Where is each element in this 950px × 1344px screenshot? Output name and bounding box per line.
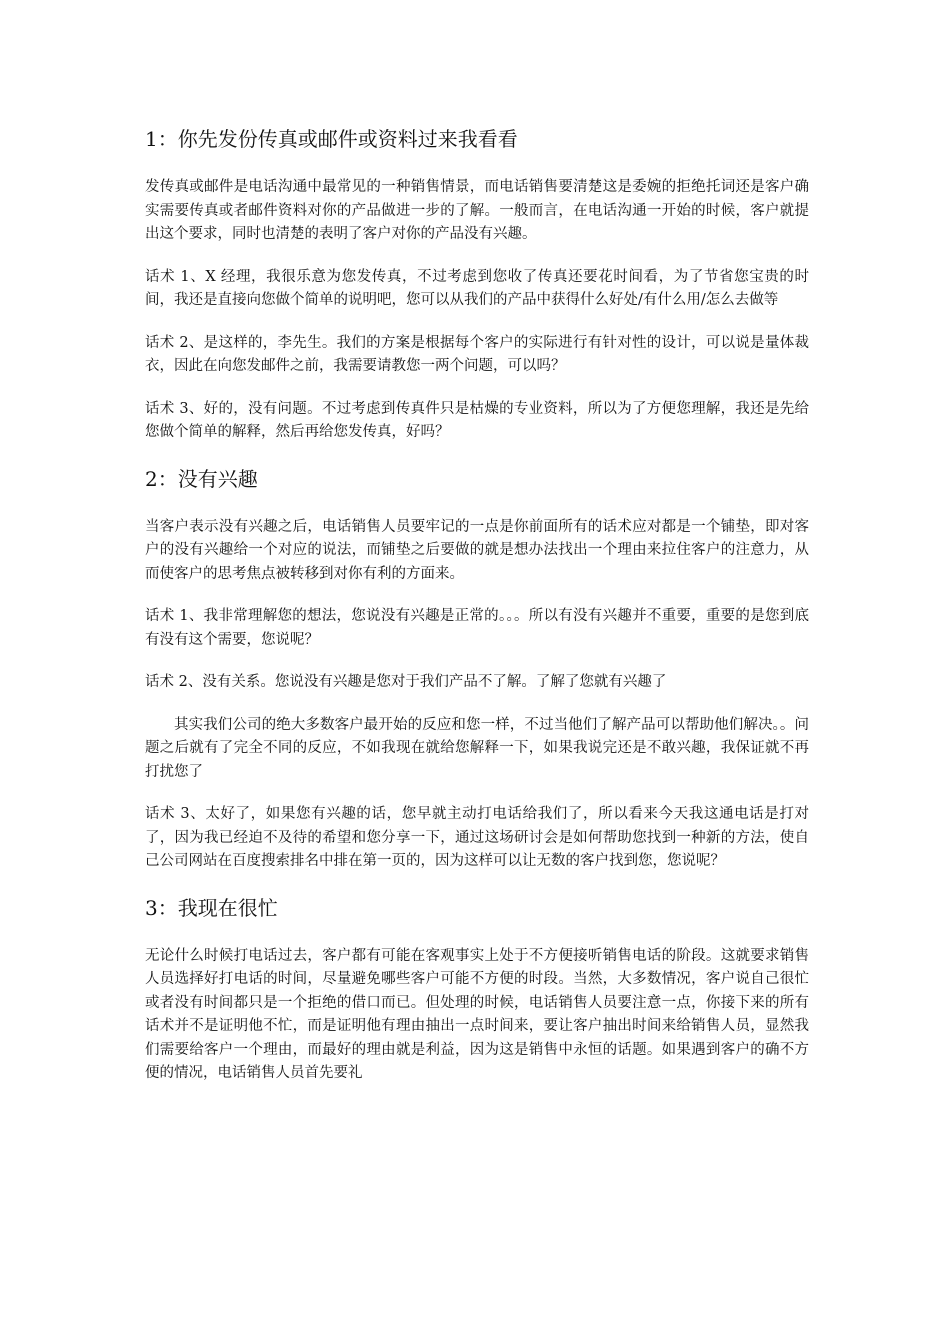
section-heading-3: 3：我现在很忙: [145, 895, 278, 920]
paragraph: 话术 1、我非常理解您的想法，您说没有兴趣是正常的。。。所以有没有兴趣并不重要，重要的是您到底有没有这个需要，您说呢？: [145, 608, 809, 648]
paragraph: 其实我们公司的绝大多数客户最开始的反应和您一样，不过当他们了解产品可以帮助他们解决。。问题之后就有了完全不同的反应，不如我现在就给您解释一下，如果我说完还是不敢兴趣，我保证就不再打扰您了: [145, 716, 809, 780]
paragraph: 发传真或邮件是电话沟通中最常见的一种销售情景，而电话销售要清楚这是委婉的拒绝托词还是客户确实需要传真或者邮件资料对你的产品做进一步的了解。一般而言，在电话沟通一开始的时候，客户就提出这个要求，同时也清楚的表明了客户对你的产品没有兴趣。: [145, 179, 809, 242]
paragraph: 话术 2、是这样的，李先生。我们的方案是根据每个客户的实际进行有针对性的设计，可以说是量体裁衣，因此在向您发邮件之前，我需要请教您一两个问题，可以吗？: [145, 334, 809, 374]
section-heading-1: 1：你先发份传真或邮件或资料过来我看看: [145, 127, 518, 151]
paragraph: 话术 3、太好了，如果您有兴趣的话，您早就主动打电话给我们了，所以看来今天我这通电话是打对了，因为我已经迫不及待的希望和您分享一下，通过这场研讨会是如何帮助您找到一种新的方法，使自己公司网站在百度搜索排名中排在第一页的，因为这样可以让无数的客户找到您，您说呢？: [145, 806, 809, 869]
paragraph: 话术 1、X 经理，我很乐意为您发传真，不过考虑到您收了传真还要花时间看，为了节省您宝贵的时间，我还是直接向您做个简单的说明吧，您可以从我们的产品中获得什么好处/有什么用/怎么去做等: [145, 268, 809, 308]
section-heading-2: 2：没有兴趣: [145, 466, 258, 491]
paragraph: 当客户表示没有兴趣之后，电话销售人员要牢记的一点是你前面所有的话术应对都是一个铺垫，即对客户的没有兴趣给一个对应的说法，而铺垫之后要做的就是想办法找出一个理由来拉住客户的注意力，从而使客户的思考焦点被转移到对你有利的方面来。: [145, 518, 809, 582]
document-body: [145, 124, 809, 1105]
paragraph: 无论什么时候打电话过去，客户都有可能在客观事实上处于不方便接听销售电话的阶段。这就要求销售人员选择好打电话的时间，尽量避免哪些客户可能不方便的时段。当然，大多数情况，客户说自己很忙或者没有时间都只是一个拒绝的借口而已。但处理的时候，电话销售人员要注意一点，你接下来的所有话术并不是证明他不忙，而是证明他有理由抽出一点时间来，要让客户抽出时间来给销售人员，显然我们需要给客户一个理由，而最好的理由就是利益，因为这是销售中永恒的话题。如果遇到客户的确不方便的情况，电话销售人员首先要礼: [145, 947, 809, 1081]
paragraph: 话术 3、好的，没有问题。不过考虑到传真件只是枯燥的专业资料，所以为了方便您理解，我还是先给您做个简单的解释，然后再给您发传真，好吗？: [145, 400, 809, 440]
paragraph: 话术 2、没有关系。您说没有兴趣是您对于我们产品不了解。了解了您就有兴趣了: [145, 674, 667, 690]
